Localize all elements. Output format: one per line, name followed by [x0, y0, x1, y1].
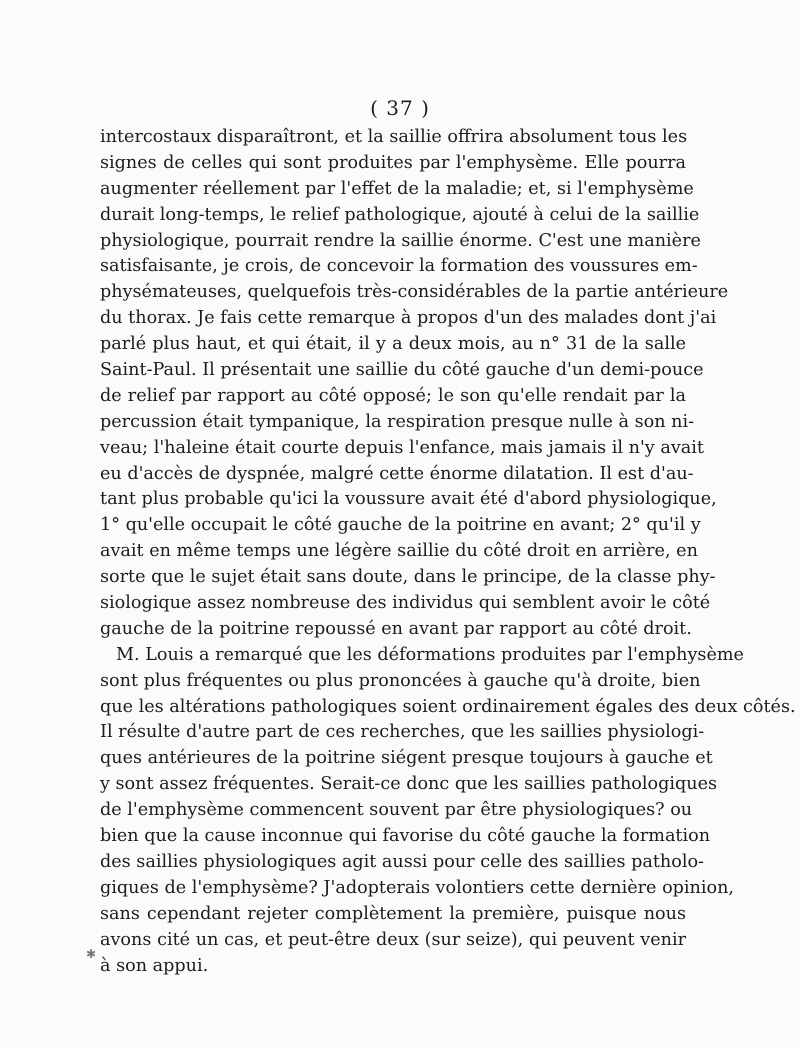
text-line: gauche de la poitrine repoussé en avant par rapport au côté droit.	[100, 618, 692, 639]
text-line: y sont assez fréquentes. Serait-ce donc que les saillies pathologiques	[100, 774, 718, 795]
text-line: sorte que le sujet était sans doute, dans le principe, de la classe phy-	[100, 567, 716, 588]
text-line: sans cependant rejeter complètement la première, puisque nous	[100, 903, 686, 924]
text-line: 1° qu'elle occupait le côté gauche de la poitrine en avant; 2° qu'il y	[100, 515, 701, 536]
page-number: ( 37 )	[370, 96, 430, 120]
text-line: giques de l'emphysème? J'adopterais volontiers cette dernière opinion,	[100, 877, 735, 898]
margin-mark: ✱	[86, 947, 97, 961]
text-line: du thorax. Je fais cette remarque à propos d'un des malades dont j'ai	[100, 308, 717, 329]
text-line: parlé plus haut, et qui était, il y a deux mois, au n° 31 de la salle	[100, 334, 686, 355]
text-line: de relief par rapport au côté opposé; le son qu'elle rendait par la	[100, 385, 686, 406]
text-line: durait long-temps, le relief pathologique, ajouté à celui de la saillie	[100, 204, 700, 225]
text-line: physiologique, pourrait rendre la saillie énorme. C'est une manière	[100, 230, 701, 251]
text-line: des saillies physiologiques agit aussi pour celle des saillies patholo-	[100, 851, 704, 872]
text-line: que les altérations pathologiques soient ordinairement égales des deux côtés.	[100, 696, 796, 717]
text-line: Il résulte d'autre part de ces recherches, que les saillies physiologi-	[100, 722, 705, 743]
text-line: Saint-Paul. Il présentait une saillie du côté gauche d'un demi-pouce	[100, 360, 704, 381]
text-line: siologique assez nombreuse des individus qui semblent avoir le côté	[100, 593, 711, 614]
text-line: physémateuses, quelquefois très-considérables de la partie antérieure	[100, 282, 729, 303]
text-line: sont plus fréquentes ou plus prononcées à gauche qu'à droite, bien	[100, 670, 701, 691]
text-line: augmenter réellement par l'effet de la maladie; et, si l'emphysème	[100, 178, 694, 199]
text-line: à son appui.	[100, 955, 209, 976]
text-line: satisfaisante, je crois, de concevoir la formation des voussures em-	[100, 256, 698, 277]
text-line: avons cité un cas, et peut-être deux (sur seize), qui peuvent venir	[100, 929, 686, 950]
text-line: signes de celles qui sont produites par l'emphysème. Elle pourra	[100, 152, 686, 173]
text-line: veau; l'haleine était courte depuis l'enfance, mais jamais il n'y avait	[100, 437, 704, 458]
text-line: bien que la cause inconnue qui favorise du côté gauche la formation	[100, 826, 711, 847]
text-line: tant plus probable qu'ici la voussure avait été d'abord physiologique,	[100, 489, 717, 510]
text-line: avait en même temps une légère saillie du côté droit en arrière, en	[100, 541, 698, 562]
text-line: percussion était tympanique, la respiration presque nulle à son ni-	[100, 411, 695, 432]
text-line: eu d'accès de dyspnée, malgré cette énorme dilatation. Il est d'au-	[100, 463, 694, 484]
text-line: intercostaux disparaîtront, et la saillie offrira absolument tous les	[100, 127, 688, 147]
text-line: M. Louis a remarqué que les déformations produites par l'emphysème	[116, 644, 744, 665]
text-line: ques antérieures de la poitrine siégent presque toujours à gauche et	[100, 748, 713, 769]
body-text	[100, 125, 796, 979]
text-line: de l'emphysème commencent souvent par être physiologiques? ou	[100, 800, 693, 821]
